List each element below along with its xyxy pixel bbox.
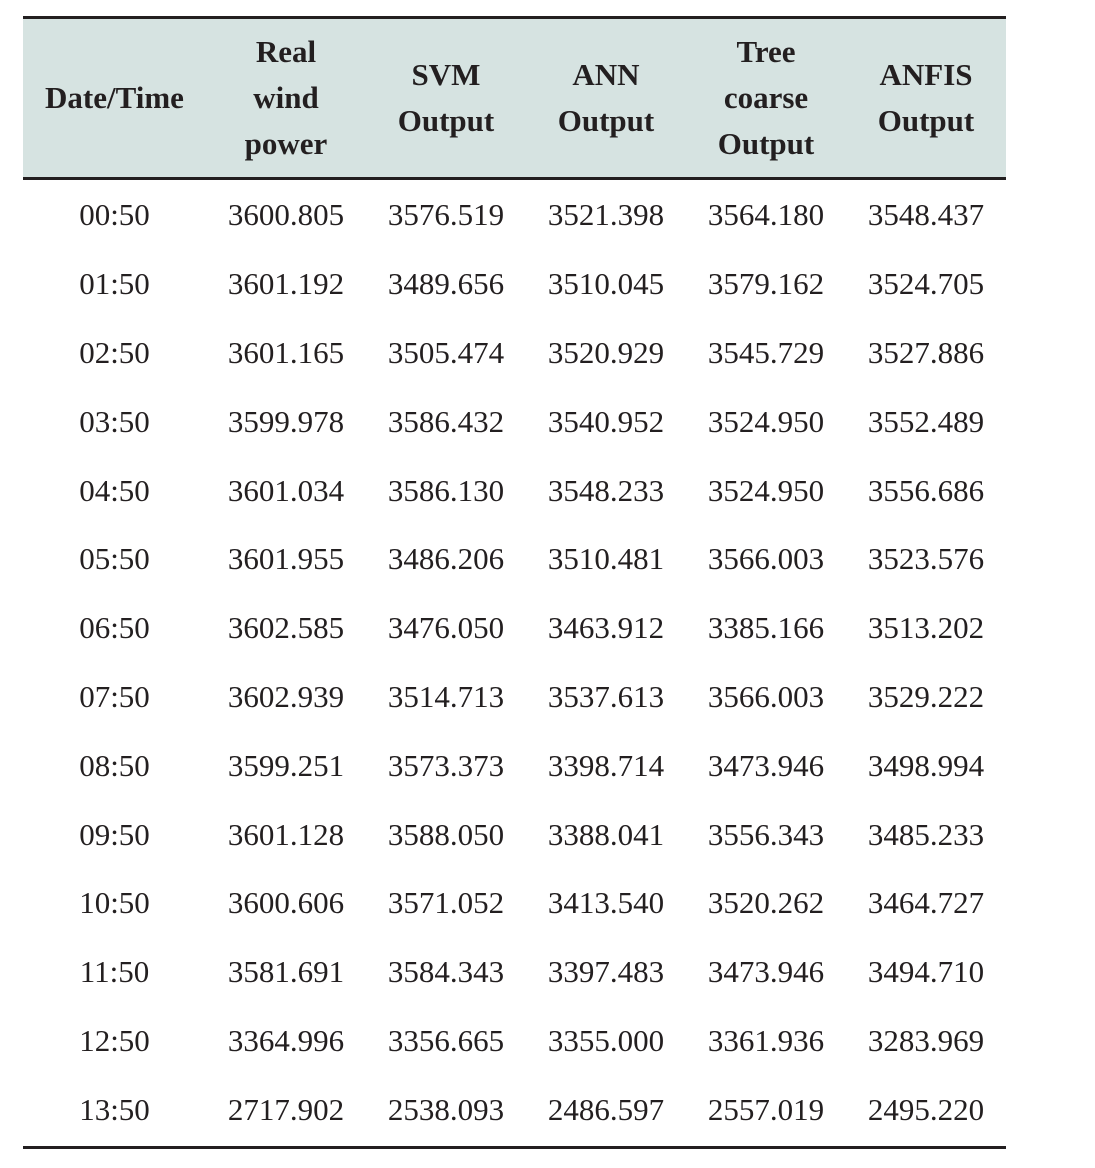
cell-date-time: 06:50 [79, 610, 150, 646]
cell-tree-coarse-output: 3385.166 [707, 610, 825, 646]
cell-ann-output: 3397.483 [547, 954, 665, 990]
cell-real-wind-power: 3602.939 [227, 678, 345, 714]
cell-anfis-output: 3527.886 [867, 334, 985, 370]
table-row [23, 869, 1006, 938]
table-body [23, 177, 1006, 1144]
header-anfis-output: ANFIS Output [877, 57, 975, 138]
cell-date-time: 08:50 [79, 747, 150, 783]
cell-anfis-output: 3529.222 [867, 678, 985, 714]
cell-date-time: 05:50 [79, 541, 150, 577]
cell-date-time: 04:50 [79, 472, 150, 508]
cell-tree-coarse-output: 3566.003 [707, 541, 825, 577]
cell-date-time: 02:50 [79, 334, 150, 370]
cell-ann-output: 3398.714 [547, 747, 665, 783]
cell-real-wind-power: 3601.165 [227, 334, 345, 370]
table-header-rule [23, 177, 1006, 180]
table-row [23, 594, 1006, 663]
cell-anfis-output: 3498.994 [867, 747, 985, 783]
cell-anfis-output: 3548.437 [867, 197, 985, 233]
cell-ann-output: 3388.041 [547, 816, 665, 852]
table-row [23, 525, 1006, 594]
cell-date-time: 00:50 [79, 197, 150, 233]
table-row [23, 387, 1006, 456]
cell-ann-output: 3510.481 [547, 541, 665, 577]
cell-anfis-output: 3283.969 [867, 1022, 985, 1058]
header-row [23, 18, 1006, 178]
cell-real-wind-power: 3600.606 [227, 885, 345, 921]
cell-svm-output: 3584.343 [387, 954, 505, 990]
cell-date-time: 12:50 [79, 1022, 150, 1058]
header-svm-output: SVM Output [397, 57, 495, 138]
cell-ann-output: 3540.952 [547, 403, 665, 439]
cell-date-time: 07:50 [79, 678, 150, 714]
cell-tree-coarse-output: 2557.019 [707, 1091, 825, 1127]
cell-date-time: 13:50 [79, 1091, 150, 1127]
cell-real-wind-power: 3599.978 [227, 403, 345, 439]
cell-tree-coarse-output: 3361.936 [707, 1022, 825, 1058]
header-tree-coarse-output: Tree coarse Output [717, 34, 815, 161]
cell-anfis-output: 3513.202 [867, 610, 985, 646]
cell-svm-output: 3505.474 [387, 334, 505, 370]
cell-ann-output: 3413.540 [547, 885, 665, 921]
table-bottom-rule [23, 1146, 1006, 1149]
cell-real-wind-power: 3364.996 [227, 1022, 345, 1058]
table-row [23, 1007, 1006, 1076]
header-date-time: Date/Time [45, 80, 184, 115]
cell-tree-coarse-output: 3524.950 [707, 403, 825, 439]
cell-tree-coarse-output: 3579.162 [707, 266, 825, 302]
cell-ann-output: 3355.000 [547, 1022, 665, 1058]
cell-real-wind-power: 3600.805 [227, 197, 345, 233]
data-table-container [23, 16, 1006, 1144]
cell-real-wind-power: 3601.955 [227, 541, 345, 577]
cell-date-time: 09:50 [79, 816, 150, 852]
cell-date-time: 03:50 [79, 403, 150, 439]
cell-anfis-output: 3552.489 [867, 403, 985, 439]
table-top-rule [23, 16, 1006, 19]
table-row [23, 663, 1006, 732]
cell-anfis-output: 3485.233 [867, 816, 985, 852]
header-ann-output: ANN Output [557, 57, 655, 138]
cell-ann-output: 2486.597 [547, 1091, 665, 1127]
table-row [23, 250, 1006, 319]
cell-date-time: 11:50 [79, 954, 150, 990]
cell-svm-output: 3588.050 [387, 816, 505, 852]
cell-svm-output: 3489.656 [387, 266, 505, 302]
cell-ann-output: 3520.929 [547, 334, 665, 370]
cell-tree-coarse-output: 3566.003 [707, 678, 825, 714]
cell-tree-coarse-output: 3520.262 [707, 885, 825, 921]
cell-tree-coarse-output: 3473.946 [707, 954, 825, 990]
cell-ann-output: 3510.045 [547, 266, 665, 302]
table-row [23, 938, 1006, 1007]
table-row [23, 319, 1006, 388]
cell-real-wind-power: 3602.585 [227, 610, 345, 646]
cell-real-wind-power: 3601.192 [227, 266, 345, 302]
cell-real-wind-power: 3599.251 [227, 747, 345, 783]
cell-svm-output: 3476.050 [387, 610, 505, 646]
cell-svm-output: 3571.052 [387, 885, 505, 921]
table-header [23, 18, 1006, 178]
cell-anfis-output: 2495.220 [867, 1091, 985, 1127]
cell-anfis-output: 3556.686 [867, 472, 985, 508]
cell-real-wind-power: 3601.128 [227, 816, 345, 852]
cell-tree-coarse-output: 3545.729 [707, 334, 825, 370]
cell-date-time: 10:50 [79, 885, 150, 921]
cell-svm-output: 3573.373 [387, 747, 505, 783]
cell-tree-coarse-output: 3473.946 [707, 747, 825, 783]
cell-svm-output: 3356.665 [387, 1022, 505, 1058]
cell-ann-output: 3521.398 [547, 197, 665, 233]
table-row [23, 731, 1006, 800]
wind-power-table [23, 16, 1006, 1144]
cell-svm-output: 3576.519 [387, 197, 505, 233]
cell-svm-output: 2538.093 [387, 1091, 505, 1127]
cell-real-wind-power: 3601.034 [227, 472, 345, 508]
table-row [23, 177, 1006, 250]
cell-tree-coarse-output: 3556.343 [707, 816, 825, 852]
cell-tree-coarse-output: 3564.180 [707, 197, 825, 233]
cell-tree-coarse-output: 3524.950 [707, 472, 825, 508]
cell-anfis-output: 3494.710 [867, 954, 985, 990]
cell-svm-output: 3486.206 [387, 541, 505, 577]
header-real-wind-power: Real wind power [244, 34, 328, 161]
cell-ann-output: 3463.912 [547, 610, 665, 646]
cell-real-wind-power: 3581.691 [227, 954, 345, 990]
cell-anfis-output: 3524.705 [867, 266, 985, 302]
cell-anfis-output: 3523.576 [867, 541, 985, 577]
cell-date-time: 01:50 [79, 266, 150, 302]
cell-svm-output: 3514.713 [387, 678, 505, 714]
cell-anfis-output: 3464.727 [867, 885, 985, 921]
cell-real-wind-power: 2717.902 [227, 1091, 345, 1127]
cell-ann-output: 3537.613 [547, 678, 665, 714]
table-row [23, 800, 1006, 869]
cell-svm-output: 3586.432 [387, 403, 505, 439]
cell-ann-output: 3548.233 [547, 472, 665, 508]
cell-svm-output: 3586.130 [387, 472, 505, 508]
table-row [23, 1075, 1006, 1144]
table-row [23, 456, 1006, 525]
